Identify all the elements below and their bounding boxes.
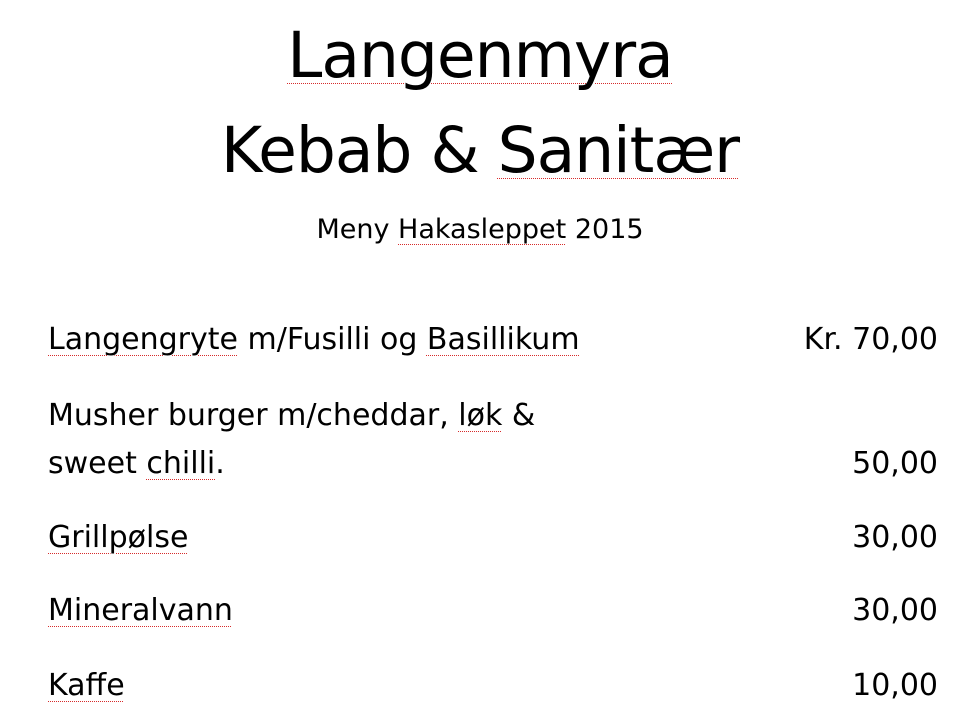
menu-item-name: [48, 392, 535, 488]
menu-item-name-part: .: [215, 446, 225, 481]
menu-item-name-part: Musher burger m/cheddar,: [48, 398, 459, 433]
menu-item-langengryte: [48, 316, 938, 364]
subtitle-event: Hakasleppet: [398, 214, 567, 245]
title-location: Langenmyra: [287, 19, 673, 92]
menu-item-name: [48, 316, 580, 364]
menu-item-mineralvann: [48, 587, 938, 635]
menu-item-name-part: Langengryte: [48, 322, 238, 357]
title-line-1: [0, 8, 960, 103]
menu-item-name-line-2: [48, 440, 535, 488]
menu-item-grillpolse: [48, 514, 938, 562]
subtitle-prefix: Meny: [316, 214, 399, 245]
menu-item-price: 10,00: [852, 668, 938, 703]
menu-title: [0, 8, 960, 198]
menu-item-name-part: chilli: [146, 446, 216, 481]
menu-item-price: 50,00: [852, 446, 938, 481]
menu-item-kaffe: [48, 662, 938, 710]
menu-item-name-part: &: [502, 398, 536, 433]
menu-item-name-part: m/Fusilli og: [237, 322, 427, 357]
menu-subtitle: [0, 208, 960, 252]
title-business-prefix: Kebab &: [220, 114, 498, 187]
menu-item-name-line-1: [48, 392, 535, 440]
title-business-suffix: Sanitær: [497, 114, 740, 187]
menu-item-name-part: sweet: [48, 446, 147, 481]
menu-item-name-part: løk: [458, 398, 503, 433]
subtitle-year: 2015: [566, 214, 644, 245]
title-line-2: [0, 103, 960, 198]
menu-item-price: 30,00: [852, 593, 938, 628]
menu-item-name: Mineralvann: [48, 593, 233, 628]
menu-item-price: Kr. 70,00: [803, 322, 938, 357]
menu-item-name-part: Basillikum: [426, 322, 580, 357]
menu-item-price: 30,00: [852, 520, 938, 555]
menu-item-name: Kaffe: [48, 668, 125, 703]
menu-item-name: Grillpølse: [48, 520, 189, 555]
menu-item-musher-burger: [48, 392, 938, 488]
